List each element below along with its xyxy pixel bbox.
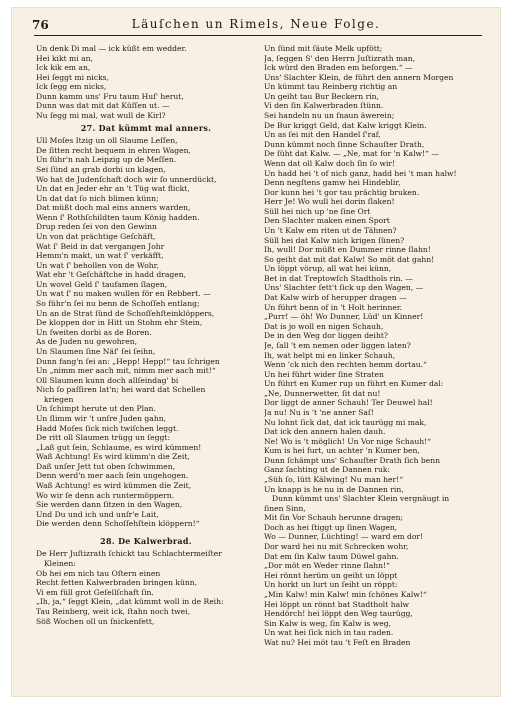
text-line: Bet in dat Treptowſch Stadthols rin. — bbox=[264, 273, 413, 283]
text-line: Wat ehr 't Geſchäftche in hadd dragen, bbox=[36, 270, 187, 280]
section-gap bbox=[36, 529, 256, 534]
text-line: Dor ward hei nu mit Schrecken wohr, bbox=[264, 542, 409, 552]
text-line: Waß Achtung! Es wird kümm'n die Zeit, bbox=[36, 452, 190, 462]
text-line: Un hei führt wider ſine Straten bbox=[264, 369, 384, 379]
text-line: Ih, wat helpt mi en linker Schauh, bbox=[264, 350, 396, 360]
right-column bbox=[264, 44, 484, 647]
text-line: Un dat en Jeder ehr an 't Tüg wat flickt, bbox=[36, 184, 190, 194]
header-rule bbox=[34, 35, 482, 36]
text-line: Mit ſin Vor Schauh herunne dragen; bbox=[264, 513, 404, 523]
text-line: Un wat ſ' nu maken wullen för en Rebbert. — bbox=[36, 289, 211, 299]
text-line: Je, ſall 't em nemen oder liggen laten? bbox=[264, 340, 411, 350]
text-line: Un dat dat ſo nich blimen künn; bbox=[36, 193, 159, 203]
text-line: Ih, wull! Dor müßt en Dummer rinne ſlahn! bbox=[264, 245, 431, 255]
text-line: „Ih, ja,“ ſeggt Klein, „dat kümmt woll in de Reih: bbox=[36, 597, 224, 607]
text-line: Wat nu? Hei möt tau 't Feſt en Braden bbox=[264, 637, 411, 647]
text-line: Hei löppt un rönnt bat Stadtholt halw bbox=[264, 599, 410, 609]
text-line: Un denk Di mal — ick küßt em wedder. bbox=[36, 44, 187, 53]
page-number: 76 bbox=[32, 18, 49, 32]
text-line: Söß Wochen oll un ſnickenfett, bbox=[36, 616, 155, 626]
text-line: Dunn kamm uns' Fru taum Huſ' herut, bbox=[36, 91, 184, 101]
section-28-title: 28. De Kalwerbrad. bbox=[100, 535, 192, 546]
text-line: Ne! Wo is 't möglich! Un Vor nige Schauh!“ bbox=[264, 436, 432, 446]
text-line: De kloppen dor in Hitt un Stohm ehr Stein, bbox=[36, 318, 203, 328]
text-line: Tau Reinberg, weit ick, ſtahn noch twei, bbox=[36, 606, 191, 616]
text-line: Sie werden dann ſitzen in den Wagen, bbox=[36, 500, 183, 510]
text-line: De ritt oll Slaumen trügg un ſeggt: bbox=[36, 433, 171, 443]
text-line: De in den Weg dor liggen deiht? bbox=[264, 331, 388, 341]
text-line: Dunn kümmt uns' Slachter Klein vergnäugt in bbox=[272, 494, 450, 504]
text-line: Un an de Strat ſünd de Schoſſehſteinklöppers, bbox=[36, 308, 215, 318]
text-line: Un knapp is he nu in de Dannen rin, bbox=[264, 484, 404, 494]
text-line: Die werden denn Schoſſehſtein klöppern!“ bbox=[36, 519, 200, 529]
text-line: Un von dat prächtige Geſchäft, bbox=[36, 231, 156, 241]
text-line: Kleinen: bbox=[44, 559, 76, 569]
text-line: Drup reden ſei von den Gewinn bbox=[36, 222, 157, 232]
text-line: Nu ſegg mi mal, wat wull de Kirl? bbox=[36, 111, 166, 121]
text-line: Dor kunn hei 't gor tau prächtig bruken. bbox=[264, 187, 420, 197]
text-line: Herr Je! Wo wull hei dorin ſlaken! bbox=[264, 197, 395, 207]
text-line: Ob hei em nich tau Oſtern einen bbox=[36, 568, 161, 578]
text-line: Un ſweiten dorbi as de Boren. bbox=[36, 327, 152, 337]
text-line: „Ne, Dunnerwetter, ſit dat nu! bbox=[264, 388, 381, 398]
text-line: Ull Moſes Itzig un oll Slaume Leſſen, bbox=[36, 136, 178, 146]
text-line: Wo wir ſe denn ach runtermöppern. bbox=[36, 490, 175, 500]
text-line: kriegen bbox=[44, 394, 74, 404]
text-line: Denn negſtens gamw hei Hindeblir, bbox=[264, 178, 401, 188]
text-line: Dat ick den annern halen dauh. bbox=[264, 427, 386, 437]
text-line: Hendörch! hei löppt den Weg taurügg, bbox=[264, 609, 413, 619]
text-line: Hei ſeggt mi nicks, bbox=[36, 72, 109, 82]
text-line: Wenn 'ck nich den rechten hemm dortau.“ bbox=[264, 360, 427, 370]
text-line: Dunn fang'n ſei an: „Hepp! Hepp!“ tau ſchrigen bbox=[36, 356, 220, 366]
text-line: Doch as hei ſtiggt up ſinen Wagen, bbox=[264, 522, 398, 532]
text-line: Un Slaumen ſine Näſ' ſei ſeihn, bbox=[36, 346, 156, 356]
text-line: Un as ſei mit den Handel ſ'raf, bbox=[264, 130, 381, 140]
text-line: Süll hei dat Kalw nich krigen ſünen? bbox=[264, 235, 405, 245]
text-line: Denn werd'n mer aach ſein ungehogen. bbox=[36, 471, 189, 481]
text-line: Dat Kalw wirb of herupper dragen — bbox=[264, 293, 407, 303]
text-line: Ick würd den Braden em beſorgen.“ — bbox=[264, 63, 413, 73]
text-line: Kum is hei furt, un achter 'n Kumer ben, bbox=[264, 446, 420, 456]
text-line: Dor liggt de anner Schauh! Ter Deuwel hal! bbox=[264, 398, 433, 408]
text-line: Un 't Kalw em riten ut de Tähnen? bbox=[264, 225, 397, 235]
text-line: Sei ſünd an grab dorbi un klagen, bbox=[36, 164, 166, 174]
text-line: Nu lohnt ſick dat, dat ick taurügg mi mak, bbox=[264, 417, 427, 427]
text-line: Vi em füll grot Geſellſchaft ſin. bbox=[36, 587, 154, 597]
text-line: Recht fetten Kalwerbraden bringen künn, bbox=[36, 578, 198, 588]
text-line: Wenn ſ' Rothſchildten taum König hadden. bbox=[36, 212, 200, 222]
text-line: Oll Slaumen kunn doch allſeindag' bi bbox=[36, 375, 179, 385]
text-line: Ick ſegg em nicks, bbox=[36, 82, 107, 92]
text-line: Hei rönnt herüm un geiht un löppt bbox=[264, 570, 398, 580]
text-line: Un kümmt tau Reinberg richtig an bbox=[264, 82, 398, 92]
text-line: Hemm'n makt, un wat ſ' verkäfft, bbox=[36, 251, 164, 261]
text-line: „Purr! — öh! Wo Dunner, Lüd' un Kinner! bbox=[264, 312, 424, 322]
text-line: Vi den ſin Kalwerbraden ſtünn. bbox=[264, 101, 384, 111]
text-line: Ick kik em an, bbox=[36, 63, 91, 73]
text-line: Un führt en Kumer rup un führt en Kumer dal: bbox=[264, 379, 444, 389]
text-line: Uns' Slachter ſett't ſick up den Wagen, — bbox=[264, 283, 424, 293]
text-line: Un ſchimpt herute ut den Plan. bbox=[36, 404, 156, 414]
text-line: Hei kikt mi an, bbox=[36, 53, 93, 63]
text-line: Un wat hei ſick nich in tau raden. bbox=[264, 628, 394, 638]
text-line: „Laß gut ſein, Schlaume, es wird kümmen! bbox=[36, 442, 202, 452]
text-line: Un ſlimm wir 't unſre Juden gahn, bbox=[36, 413, 167, 423]
text-line: Uns' Slachter Klein, de führt den annern Morgen bbox=[264, 72, 454, 82]
text-line: Ganz ſachting ut de Dannen ruk: bbox=[264, 465, 391, 475]
text-line: As de Juden nu gewohren, bbox=[36, 337, 138, 347]
text-line: Wo hat de Judenſchaft doch wir ſo unnerdückt, bbox=[36, 174, 217, 184]
section-27-text bbox=[36, 136, 256, 529]
text-line: Süll hei nich up 'ne ſine Ort bbox=[264, 206, 371, 216]
book-page bbox=[12, 8, 500, 696]
text-line: Un horkt un lurt un ſeiht un röppt: bbox=[264, 580, 398, 590]
text-line: Waß Achtung! es wird kümmen die Zeit, bbox=[36, 481, 192, 491]
text-line: Un wat ſ' behollen von de Wohr, bbox=[36, 260, 159, 270]
text-line: ſinen Sinn, bbox=[264, 503, 306, 513]
text-line: Dunn ſchämpt uns' Schauſter Drath ſich benn bbox=[264, 455, 441, 465]
text-line: Un führt benn of in 't Holt herinner. bbox=[264, 302, 403, 312]
text-line: Daß unſer Jett tut oben ſchwimmen, bbox=[36, 461, 176, 471]
text-line: So geiht dat mit dat Kalw! So möt dat gahn! bbox=[264, 254, 435, 264]
text-line: Un führ'n nah Leipzig up de Meſſen. bbox=[36, 155, 177, 165]
text-line: Dat müßt doch mal eins anners warden, bbox=[36, 203, 191, 213]
text-line: Wo — Dunner, Lüchting! — ward em dor! bbox=[264, 532, 424, 542]
text-line: „Min Kalw! min Kalw! min ſchönes Kalw!“ bbox=[264, 589, 427, 599]
text-line: Ja nu! Nu is 't 'ne anner Saſ! bbox=[264, 407, 374, 417]
text-line: Dat em ſin Kalw taum Düwel gahn. bbox=[264, 551, 399, 561]
section-28-continued bbox=[264, 44, 484, 647]
poem-continuation bbox=[36, 44, 256, 121]
text-line: Hadd Moſes ſick nich twiſchen leggt. bbox=[36, 423, 179, 433]
page-header bbox=[12, 16, 500, 36]
text-line: Den Slachter maken einen Sport bbox=[264, 216, 390, 226]
text-line: Ja, ſeggen S' den Herrn Juſtizrath man, bbox=[264, 53, 416, 63]
section-27-title: 27. Dat kümmt mal anners. bbox=[80, 122, 212, 133]
text-line: De ſüht dat Kalw. — „Ne, mat for 'n Kalw!“ — bbox=[264, 149, 439, 159]
text-line: Un hadd hei 't of nich ganz, hadd hei 't man halw! bbox=[264, 168, 457, 178]
text-line: Sin Kalw is weg, ſin Kalw is weg, bbox=[264, 618, 391, 628]
text-line: De Bur kriggt Geld, dat Kalw kriggt Klein. bbox=[264, 120, 427, 130]
text-line: Nich ſo paſſiren lat'n; hei ward dat Schellen bbox=[36, 385, 206, 395]
text-line: De Herr Juſtizrath ſchickt tau Schlachtermeiſter bbox=[36, 549, 222, 559]
text-line: Wenn dat oll Kalw doch ſin ſo wir! bbox=[264, 158, 396, 168]
text-line: Dunn kümmt noch ſinne Schauſter Drath, bbox=[264, 139, 425, 149]
text-line: „Dor möt en Weder rinne ſlahn!“ bbox=[264, 561, 390, 571]
text-line: Un „nimm mer aach mit, nimm mer aach mit!“ bbox=[36, 366, 216, 376]
text-line: Dunn was dat mit dat Küſſen ut. — bbox=[36, 101, 170, 111]
text-line: Un geiht tau Bur Beckern rin, bbox=[264, 91, 379, 101]
section-28-text bbox=[36, 549, 256, 626]
text-line: Un ſünd mit ſäute Melk upfött; bbox=[264, 44, 383, 53]
text-line: Und Du und ich und unſr'e Lait, bbox=[36, 509, 159, 519]
text-line: Un wovel Geld ſ' taufamen ſlagen, bbox=[36, 279, 168, 289]
text-line: Wat ſ' Beid in dat vergangen Johr bbox=[36, 241, 165, 251]
running-title: Läuſchen un Rimels, Neue Folge. bbox=[131, 17, 381, 31]
text-line: „Süh ſo, lütt Kälwing! Nu man her!“ bbox=[264, 475, 404, 485]
text-line: So führ'n ſei nu benn de Schoſſeh entlang; bbox=[36, 299, 200, 309]
left-column bbox=[36, 44, 256, 626]
text-line: Dat is jo woll en nigen Schauh, bbox=[264, 321, 384, 331]
text-line: Un löppt vörup, all wat hei künn, bbox=[264, 264, 392, 274]
text-line: Sei handeln nu un ſnaun äwerein; bbox=[264, 111, 395, 121]
text-line: De ſitten recht bequem in ehren Wagen, bbox=[36, 145, 191, 155]
